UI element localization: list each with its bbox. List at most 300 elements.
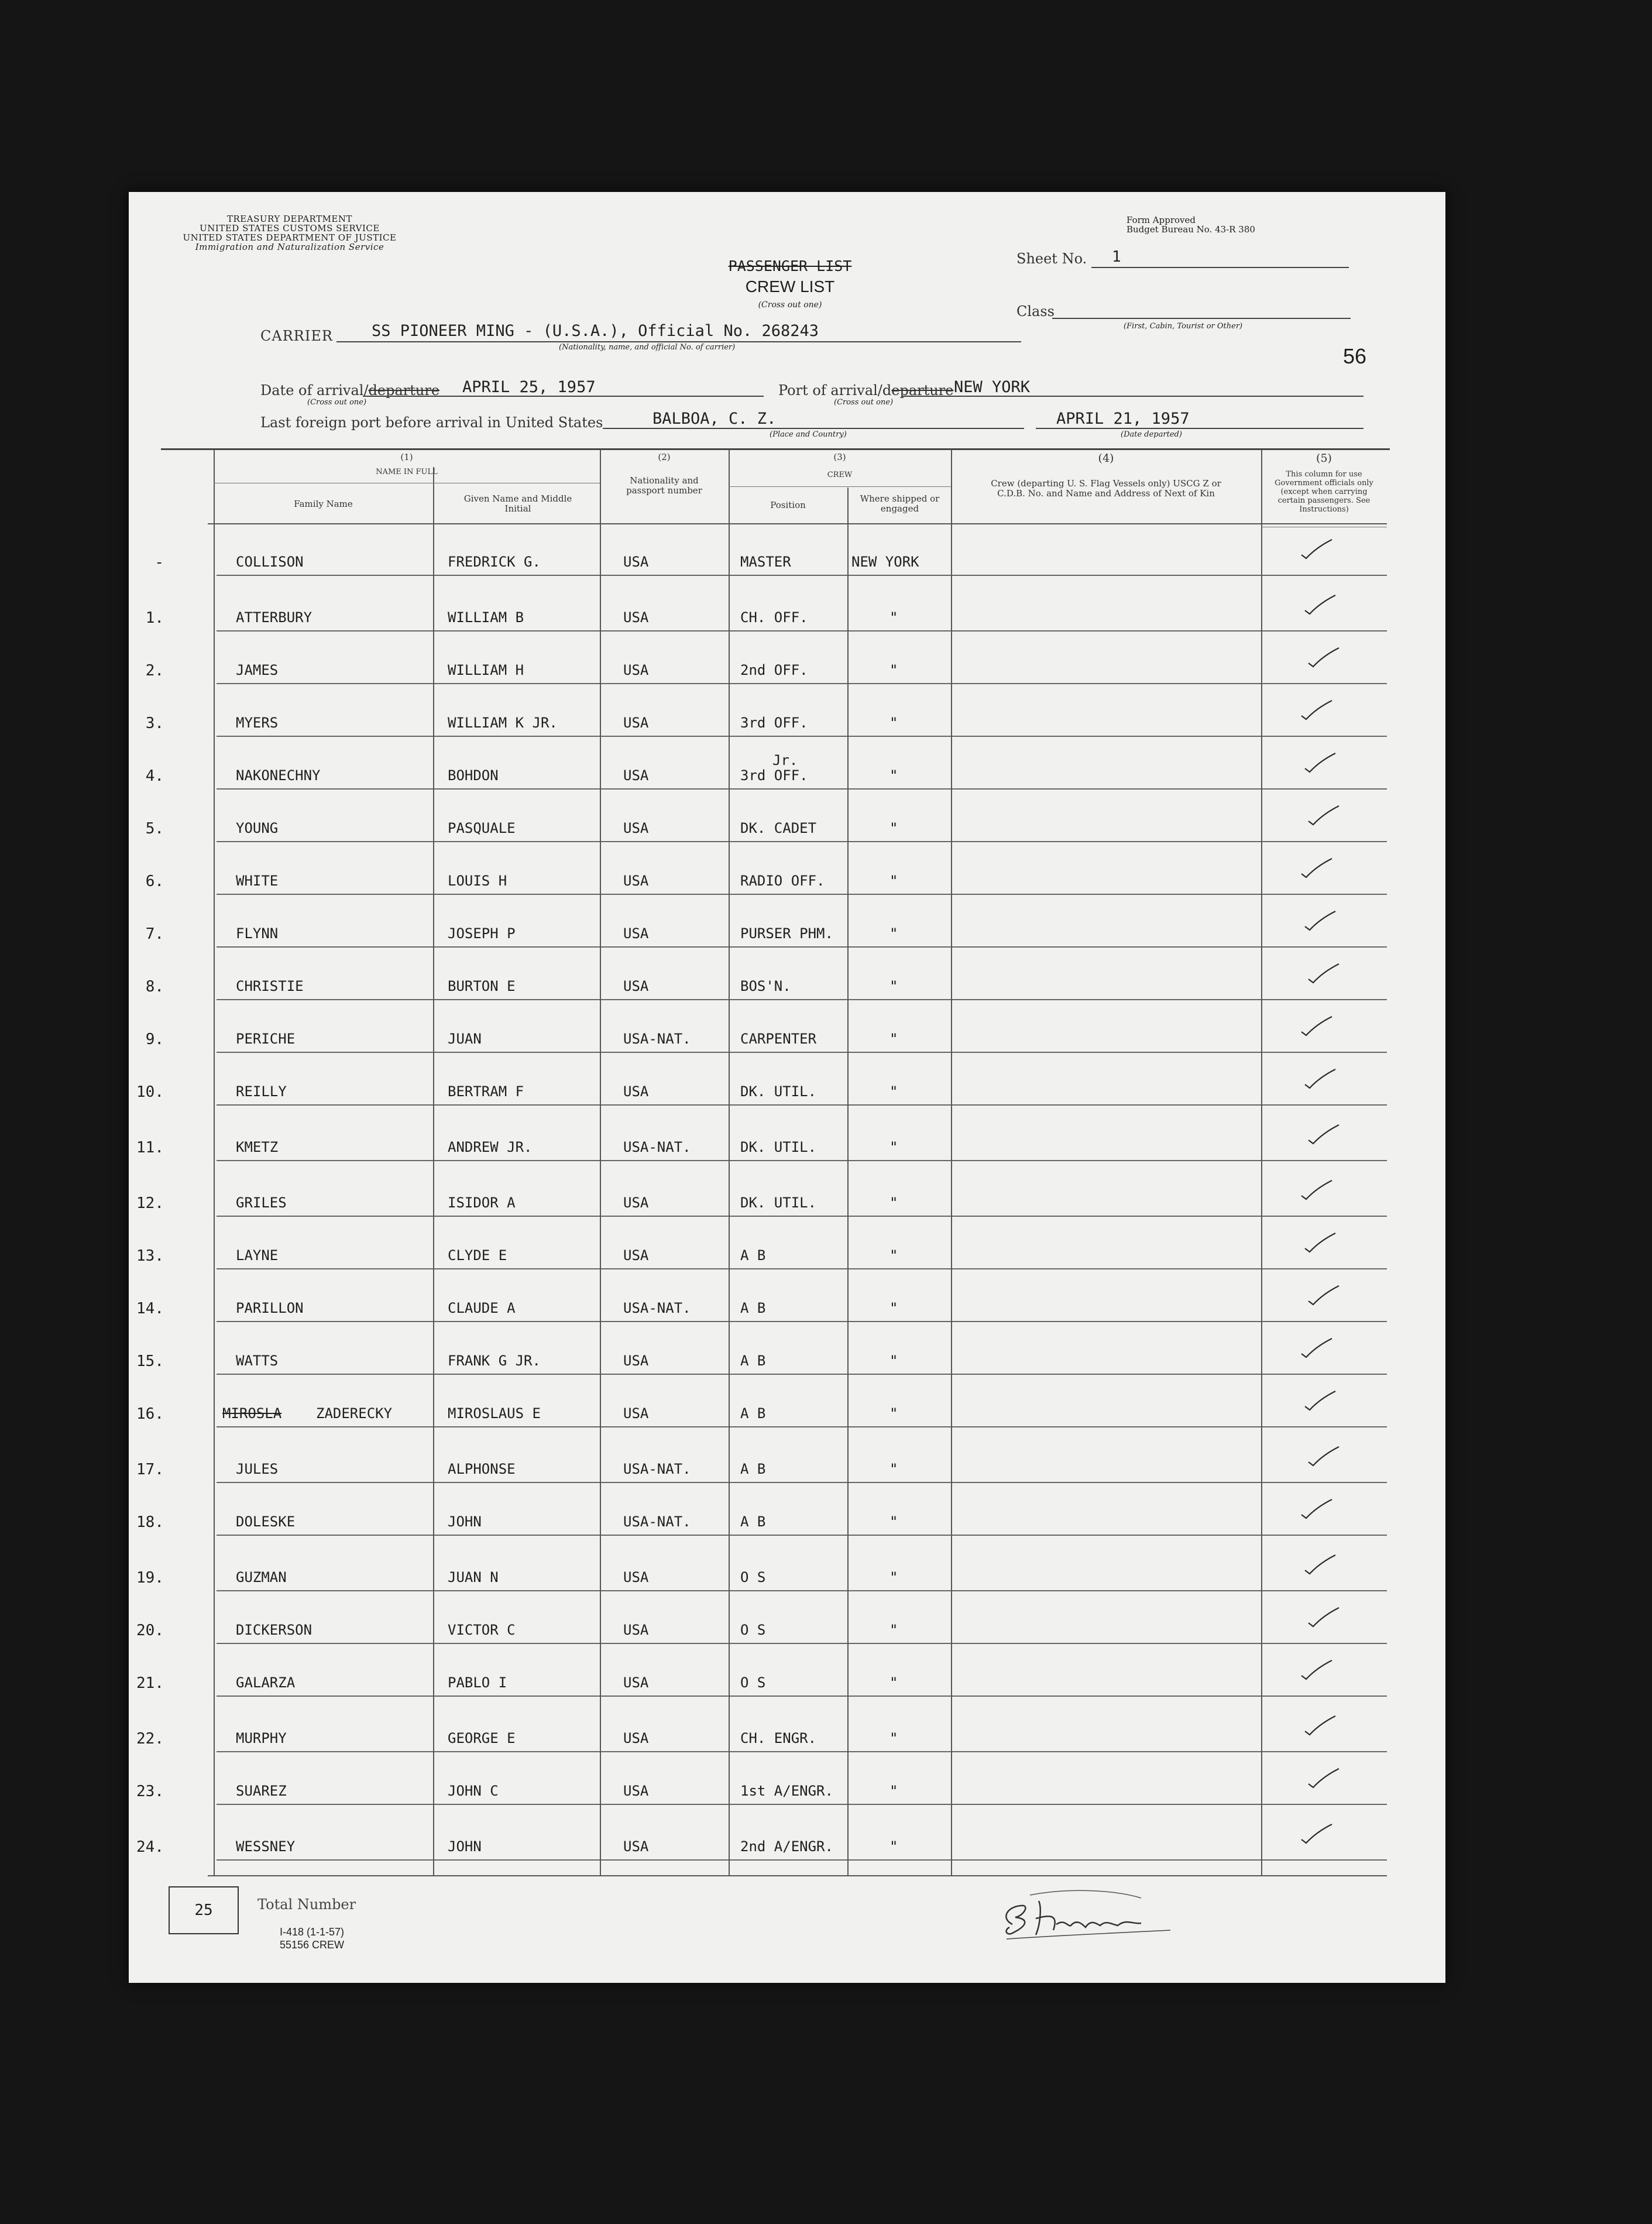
nationality: USA bbox=[623, 609, 649, 626]
nationality: USA bbox=[623, 1083, 649, 1100]
row-rule bbox=[434, 1751, 600, 1752]
row-rule bbox=[434, 1160, 600, 1161]
given-name: JUAN bbox=[448, 1031, 482, 1047]
nationality: USA bbox=[623, 662, 649, 678]
row-rule bbox=[434, 1426, 600, 1427]
row-rule bbox=[217, 736, 433, 737]
row-rule bbox=[601, 1374, 729, 1375]
nationality: USA bbox=[623, 873, 649, 889]
family-name: PARILLON bbox=[236, 1300, 304, 1316]
arrival-port-struck: eparture bbox=[891, 382, 954, 399]
given-name: GEORGE E bbox=[448, 1730, 516, 1746]
row-rule bbox=[217, 788, 433, 790]
shipped-from: " bbox=[889, 662, 898, 678]
row-rule bbox=[217, 1321, 433, 1322]
signature-graphic bbox=[995, 1883, 1188, 1948]
check-mark-icon bbox=[1306, 804, 1341, 827]
given-name: JOHN C bbox=[448, 1783, 499, 1799]
row-rule bbox=[1262, 946, 1387, 948]
row-rule bbox=[1262, 1160, 1387, 1161]
form-number: I-418 (1-1-57) bbox=[280, 1926, 345, 1938]
row-number: 23. bbox=[136, 1783, 164, 1800]
table-header-bottom-rule bbox=[208, 523, 1387, 524]
row-rule bbox=[1262, 575, 1387, 576]
family-name: NAKONECHNY bbox=[236, 767, 321, 784]
given-name: JOHN bbox=[448, 1838, 482, 1855]
check-mark-icon bbox=[1306, 1605, 1341, 1629]
carrier-note: (Nationality, name, and official No. of carrier) bbox=[559, 343, 736, 352]
agency-line-4: Immigration and Naturalization Service bbox=[195, 242, 384, 252]
row-rule bbox=[1262, 736, 1387, 737]
row-number: 4. bbox=[145, 767, 164, 785]
row-rule bbox=[601, 1751, 729, 1752]
arrival-port-label-text: Port of arrival/d bbox=[778, 382, 892, 399]
row-rule bbox=[849, 1104, 951, 1106]
agency-line-1: TREASURY DEPARTMENT bbox=[227, 214, 352, 224]
nationality: USA-NAT. bbox=[623, 1139, 691, 1155]
sheet-number: 1 bbox=[1112, 248, 1121, 266]
check-mark-icon bbox=[1299, 1497, 1334, 1521]
check-mark-icon bbox=[1303, 909, 1338, 932]
family-name: GUZMAN bbox=[236, 1569, 287, 1585]
row-number: 22. bbox=[136, 1730, 164, 1748]
document-title: CREW LIST bbox=[745, 277, 835, 296]
row-rule bbox=[1262, 1590, 1387, 1591]
row-rule bbox=[601, 630, 729, 631]
row-rule bbox=[849, 1268, 951, 1269]
check-mark-icon bbox=[1306, 1766, 1341, 1790]
check-mark-icon bbox=[1306, 1283, 1341, 1307]
crew-header-split bbox=[729, 486, 951, 487]
row-rule bbox=[434, 788, 600, 790]
crew-list-document bbox=[129, 192, 1445, 1983]
check-mark-icon bbox=[1299, 1658, 1334, 1681]
row-rule bbox=[730, 736, 847, 737]
total-number-label: Total Number bbox=[257, 1896, 356, 1913]
row-rule bbox=[1262, 894, 1387, 895]
nationality: USA-NAT. bbox=[623, 1513, 691, 1530]
row-rule bbox=[1262, 841, 1387, 842]
row-rule bbox=[434, 575, 600, 576]
family-name: GALARZA bbox=[236, 1674, 296, 1691]
nationality: USA bbox=[623, 1569, 649, 1585]
given-name: MIROSLAUS E bbox=[448, 1405, 541, 1422]
row-rule bbox=[849, 1482, 951, 1483]
row-rule bbox=[217, 1160, 433, 1161]
row-rule bbox=[730, 1268, 847, 1269]
nationality: USA-NAT. bbox=[623, 1461, 691, 1477]
col3-number: (3) bbox=[833, 452, 846, 462]
position: DK. UTIL. bbox=[740, 1139, 817, 1155]
struck-title: PASSENGER LIST bbox=[728, 258, 852, 274]
check-mark-icon bbox=[1303, 1714, 1338, 1737]
col-official-divider bbox=[1261, 449, 1262, 1875]
row-rule bbox=[730, 1426, 847, 1427]
row-rule bbox=[601, 894, 729, 895]
last-port-label: Last foreign port before arrival in United States bbox=[260, 414, 603, 431]
given-name: ALPHONSE bbox=[448, 1461, 516, 1477]
row-rule bbox=[434, 946, 600, 948]
agency-line-2: UNITED STATES CUSTOMS SERVICE bbox=[200, 223, 380, 234]
given-name: JUAN N bbox=[448, 1569, 499, 1585]
given-name: PASQUALE bbox=[448, 820, 516, 836]
row-number: - bbox=[154, 554, 164, 571]
position: CH. OFF. bbox=[740, 609, 808, 626]
family-name: JULES bbox=[236, 1461, 279, 1477]
row-rule bbox=[601, 736, 729, 737]
shipped-from: " bbox=[889, 609, 898, 626]
row-rule bbox=[849, 1804, 951, 1805]
row-rule bbox=[730, 1321, 847, 1322]
row-rule bbox=[730, 1160, 847, 1161]
form-approved-line-1: Form Approved bbox=[1126, 215, 1196, 225]
row-rule bbox=[1262, 630, 1387, 631]
row-rule bbox=[601, 1321, 729, 1322]
row-rule bbox=[434, 630, 600, 631]
form-approved-note bbox=[1126, 215, 1255, 234]
row-rule bbox=[601, 1268, 729, 1269]
nationality: USA bbox=[623, 715, 649, 731]
row-rule bbox=[849, 999, 951, 1000]
family-name: REILLY bbox=[236, 1083, 287, 1100]
family-name: WATTS bbox=[236, 1353, 279, 1369]
class-label: Class bbox=[1016, 303, 1055, 320]
family-name: ATTERBURY bbox=[236, 609, 312, 626]
row-number: 2. bbox=[145, 662, 164, 679]
row-rule bbox=[601, 1696, 729, 1697]
carrier-line bbox=[336, 341, 1021, 342]
shipped-from: " bbox=[889, 1730, 898, 1746]
position: A B bbox=[740, 1247, 766, 1264]
row-rule bbox=[434, 1374, 600, 1375]
position: CARPENTER bbox=[740, 1031, 817, 1047]
row-rule bbox=[217, 630, 433, 631]
position: A B bbox=[740, 1405, 766, 1422]
row-rule bbox=[1262, 1104, 1387, 1106]
arrival-date-label-text: Date of arrival/ bbox=[260, 382, 369, 399]
position: DK. CADET bbox=[740, 820, 817, 836]
row-rule bbox=[217, 1104, 433, 1106]
family-name-header: Family Name bbox=[294, 499, 353, 509]
row-rule bbox=[601, 946, 729, 948]
row-rule bbox=[434, 1643, 600, 1644]
row-rule bbox=[601, 1216, 729, 1217]
row-rule bbox=[601, 1160, 729, 1161]
position: DK. UTIL. bbox=[740, 1083, 817, 1100]
row-number: 5. bbox=[145, 820, 164, 838]
given-name: BOHDON bbox=[448, 767, 499, 784]
row-rule bbox=[434, 683, 600, 684]
position: A B bbox=[740, 1353, 766, 1369]
col-given-divider bbox=[433, 467, 434, 1875]
row-rule bbox=[601, 1052, 729, 1053]
row-rule bbox=[952, 788, 1261, 790]
row-rule bbox=[849, 1859, 951, 1861]
shipped-from: " bbox=[889, 1300, 898, 1316]
last-port-date-note: (Date departed) bbox=[1121, 430, 1182, 439]
row-number: 1. bbox=[145, 609, 164, 627]
given-name: BERTRAM F bbox=[448, 1083, 524, 1100]
row-rule bbox=[849, 841, 951, 842]
nationality: USA bbox=[623, 978, 649, 994]
nationality: USA bbox=[623, 1353, 649, 1369]
row-rule bbox=[730, 1751, 847, 1752]
col1-header: NAME IN FULL bbox=[376, 468, 438, 476]
position: O S bbox=[740, 1622, 766, 1638]
given-name: WILLIAM K JR. bbox=[448, 715, 558, 731]
row-number: 8. bbox=[145, 978, 164, 996]
check-mark-icon bbox=[1299, 856, 1334, 880]
row-rule bbox=[434, 894, 600, 895]
check-mark-icon bbox=[1299, 698, 1334, 722]
row-number: 18. bbox=[136, 1513, 164, 1531]
arrival-date-cross-note: (Cross out one) bbox=[307, 398, 367, 407]
family-name-struck: MIROSLA bbox=[222, 1405, 282, 1422]
check-mark-icon bbox=[1299, 1822, 1334, 1845]
given-name: BURTON E bbox=[448, 978, 516, 994]
class-line bbox=[1052, 318, 1351, 319]
check-mark-icon bbox=[1303, 1231, 1338, 1254]
row-number: 7. bbox=[145, 925, 164, 943]
table-left-rule bbox=[214, 449, 215, 1875]
shipped-from: " bbox=[889, 820, 898, 836]
given-name: LOUIS H bbox=[448, 873, 507, 889]
row-number: 17. bbox=[136, 1461, 164, 1478]
row-rule bbox=[1262, 1804, 1387, 1805]
check-mark-icon bbox=[1306, 1123, 1341, 1146]
given-name: CLAUDE A bbox=[448, 1300, 516, 1316]
row-rule bbox=[730, 630, 847, 631]
row-rule bbox=[217, 1216, 433, 1217]
row-rule bbox=[730, 1696, 847, 1697]
row-number: 20. bbox=[136, 1622, 164, 1639]
row-rule bbox=[730, 1643, 847, 1644]
row-rule bbox=[730, 788, 847, 790]
row-rule bbox=[434, 1590, 600, 1591]
given-name-header: Given Name and Middle Initial bbox=[463, 493, 572, 514]
given-name: WILLIAM B bbox=[448, 609, 524, 626]
given-name: JOSEPH P bbox=[448, 925, 516, 942]
position: 2nd OFF. bbox=[740, 662, 808, 678]
position: A B bbox=[740, 1513, 766, 1530]
row-rule bbox=[217, 1052, 433, 1053]
row-rule bbox=[1262, 788, 1387, 790]
row-rule bbox=[952, 630, 1261, 631]
family-name: JAMES bbox=[236, 662, 279, 678]
shipped-from: " bbox=[889, 1569, 898, 1585]
carrier-value: SS PIONEER MING - (U.S.A.), Official No. 268243 bbox=[372, 322, 819, 340]
form-approved-line-2: Budget Bureau No. 43-R 380 bbox=[1126, 224, 1255, 235]
row-rule bbox=[434, 1052, 600, 1053]
row-rule bbox=[217, 1590, 433, 1591]
row-rule bbox=[434, 1104, 600, 1106]
row-rule bbox=[730, 999, 847, 1000]
shipped-from: " bbox=[889, 1083, 898, 1100]
row-rule bbox=[730, 1535, 847, 1536]
position: O S bbox=[740, 1569, 766, 1585]
row-rule bbox=[952, 575, 1261, 576]
row-rule bbox=[601, 999, 729, 1000]
shipped-from: " bbox=[889, 1622, 898, 1638]
arrival-date-struck: departure bbox=[368, 382, 440, 399]
row-rule bbox=[730, 575, 847, 576]
nationality: USA bbox=[623, 1405, 649, 1422]
row-rule bbox=[217, 1482, 433, 1483]
title-cross-note: (Cross out one) bbox=[758, 300, 822, 310]
row-rule bbox=[849, 630, 951, 631]
nationality: USA-NAT. bbox=[623, 1031, 691, 1047]
shipped-from: " bbox=[889, 1195, 898, 1211]
check-mark-icon bbox=[1299, 537, 1334, 561]
family-name: COLLISON bbox=[236, 554, 304, 570]
row-rule bbox=[434, 1859, 600, 1861]
row-rule bbox=[601, 1859, 729, 1861]
given-name: VICTOR C bbox=[448, 1622, 516, 1638]
col-nationality-divider bbox=[600, 449, 601, 1875]
family-name: MURPHY bbox=[236, 1730, 287, 1746]
row-number: 3. bbox=[145, 715, 164, 732]
row-rule bbox=[217, 1535, 433, 1536]
last-port-date-value: APRIL 21, 1957 bbox=[1056, 410, 1190, 428]
row-rule bbox=[217, 1804, 433, 1805]
row-rule bbox=[1262, 1751, 1387, 1752]
row-rule bbox=[217, 946, 433, 948]
row-number: 10. bbox=[136, 1083, 164, 1101]
row-rule bbox=[601, 841, 729, 842]
row-rule bbox=[601, 1535, 729, 1536]
row-rule bbox=[217, 1374, 433, 1375]
row-rule bbox=[849, 683, 951, 684]
family-name: DOLESKE bbox=[236, 1513, 296, 1530]
family-name: ZADERECKY bbox=[316, 1405, 393, 1422]
row-rule bbox=[730, 1859, 847, 1861]
row-rule bbox=[601, 1804, 729, 1805]
row-rule bbox=[1262, 1482, 1387, 1483]
check-mark-icon bbox=[1303, 1067, 1338, 1090]
row-rule bbox=[730, 894, 847, 895]
nationality: USA bbox=[623, 767, 649, 784]
row-rule bbox=[952, 894, 1261, 895]
row-rule bbox=[952, 1804, 1261, 1805]
row-rule bbox=[434, 1268, 600, 1269]
row-rule bbox=[601, 1104, 729, 1106]
col5-header: This column for use Government officials only (except when carrying certain passengers. See Instructions) bbox=[1275, 470, 1373, 514]
last-port-value: BALBOA, C. Z. bbox=[652, 410, 777, 428]
family-name: DICKERSON bbox=[236, 1622, 312, 1638]
nationality: USA bbox=[623, 1783, 649, 1799]
row-rule bbox=[1262, 1696, 1387, 1697]
sheet-label: Sheet No. bbox=[1016, 250, 1087, 267]
row-rule bbox=[730, 841, 847, 842]
row-rule bbox=[952, 1268, 1261, 1269]
row-number: 11. bbox=[136, 1139, 164, 1156]
given-name: PABLO I bbox=[448, 1674, 507, 1691]
last-port-line bbox=[603, 428, 1024, 429]
row-rule bbox=[849, 1696, 951, 1697]
position-header: Position bbox=[770, 500, 806, 510]
given-name: FRANK G JR. bbox=[448, 1353, 541, 1369]
family-name: KMETZ bbox=[236, 1139, 279, 1155]
row-rule bbox=[849, 736, 951, 737]
last-port-date-line bbox=[1036, 428, 1363, 429]
row-rule bbox=[849, 1535, 951, 1536]
row-rule bbox=[849, 1052, 951, 1053]
position: 1st A/ENGR. bbox=[740, 1783, 833, 1799]
row-rule bbox=[952, 1482, 1261, 1483]
row-rule bbox=[952, 736, 1261, 737]
row-rule bbox=[952, 1374, 1261, 1375]
check-mark-icon bbox=[1303, 1553, 1338, 1576]
row-rule bbox=[730, 1482, 847, 1483]
arrival-port-cross-note: (Cross out one) bbox=[834, 398, 894, 407]
row-rule bbox=[730, 683, 847, 684]
row-rule bbox=[952, 1052, 1261, 1053]
row-rule bbox=[601, 575, 729, 576]
shipped-from: " bbox=[889, 978, 898, 994]
shipped-from: " bbox=[889, 1783, 898, 1799]
row-rule bbox=[601, 1590, 729, 1591]
row-number: 24. bbox=[136, 1838, 164, 1856]
row-number: 12. bbox=[136, 1195, 164, 1212]
row-rule bbox=[1262, 1859, 1387, 1861]
row-rule bbox=[952, 1426, 1261, 1427]
row-rule bbox=[952, 1535, 1261, 1536]
row-rule bbox=[434, 1216, 600, 1217]
row-number: 14. bbox=[136, 1300, 164, 1317]
shipped-from: " bbox=[889, 1353, 898, 1369]
row-rule bbox=[434, 841, 600, 842]
col3-header: CREW bbox=[827, 471, 853, 479]
shipped-from: " bbox=[889, 1247, 898, 1264]
shipped-from: " bbox=[889, 715, 898, 731]
col2-header: Nationality and passport number bbox=[626, 475, 702, 496]
row-rule bbox=[952, 1216, 1261, 1217]
col4-number: (4) bbox=[1098, 452, 1114, 465]
table-top-rule bbox=[161, 448, 1390, 450]
row-rule bbox=[601, 1426, 729, 1427]
family-name: SUAREZ bbox=[236, 1783, 287, 1799]
row-rule bbox=[217, 1859, 433, 1861]
row-rule bbox=[952, 1104, 1261, 1106]
row-rule bbox=[849, 946, 951, 948]
nationality: USA bbox=[623, 820, 649, 836]
position: O S bbox=[740, 1674, 766, 1691]
position: 3rd OFF. bbox=[740, 767, 808, 784]
row-rule bbox=[952, 1160, 1261, 1161]
check-mark-icon bbox=[1299, 1178, 1334, 1202]
row-rule bbox=[434, 1535, 600, 1536]
row-rule bbox=[849, 894, 951, 895]
row-rule bbox=[952, 1643, 1261, 1644]
shipped-from: " bbox=[889, 1139, 898, 1155]
family-name: FLYNN bbox=[236, 925, 279, 942]
row-rule bbox=[217, 1426, 433, 1427]
row-rule bbox=[217, 841, 433, 842]
row-rule bbox=[849, 788, 951, 790]
family-name: WESSNEY bbox=[236, 1838, 296, 1855]
row-rule bbox=[217, 1643, 433, 1644]
row-rule bbox=[217, 575, 433, 576]
position: BOS'N. bbox=[740, 978, 791, 994]
shipped-from: " bbox=[889, 1838, 898, 1855]
row-rule bbox=[952, 999, 1261, 1000]
family-name: YOUNG bbox=[236, 820, 279, 836]
shipped-from: " bbox=[889, 1674, 898, 1691]
row-rule bbox=[730, 1216, 847, 1217]
row-rule bbox=[730, 1374, 847, 1375]
row-rule bbox=[1262, 1216, 1387, 1217]
row-rule bbox=[952, 841, 1261, 842]
